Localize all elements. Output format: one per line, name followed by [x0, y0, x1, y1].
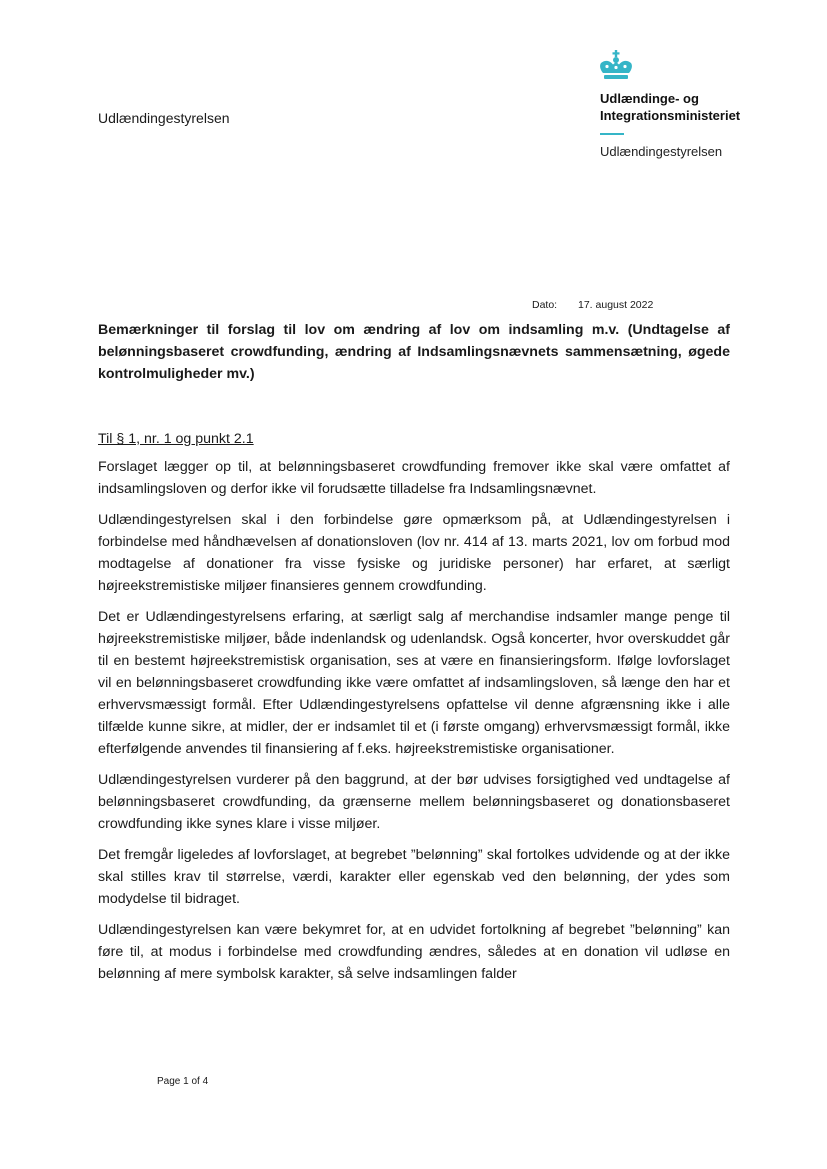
- document-body: [98, 428, 730, 994]
- sender-name: Udlændingestyrelsen: [98, 110, 230, 126]
- document-title: Bemærkninger til forslag til lov om ændring af lov om indsamling m.v. (Undtagelse af belønningsbaseret crowdfunding, ændring af Indsamlingsnævnets sammensætning, øgede kontrolmuligheder mv.): [98, 322, 730, 382]
- date-value: 17. august 2022: [578, 299, 654, 311]
- section-heading: Til § 1, nr. 1 og punkt 2.1: [98, 431, 254, 447]
- ministry-name: [600, 90, 760, 124]
- ministry-logo: [600, 50, 760, 159]
- date-label: Dato:: [532, 299, 558, 311]
- body-paragraph: Udlændingestyrelsen skal i den forbindelse gøre opmærksom på, at Udlændingestyrelsen i forbindelse med håndhævelsen af donationsloven (lov nr. 414 af 13. marts 2021, lov om forbud mod modtagelse af donationer fra visse fysiske og juridiske personer) har erfaret, at særligt højreekstremistiske miljøer finansieres gennem crowdfunding.: [98, 512, 730, 594]
- ministry-name-line1: Udlændinge- og: [600, 91, 699, 106]
- body-paragraph: Udlændingestyrelsen kan være bekymret for, at en udvidet fortolkning af begrebet ”belønning” kan føre til, at modus i forbindelse med crowdfunding ændres, således at en donation vil udløse en belønning af mere symbolsk karakter, så selve indsamlingen falder: [98, 922, 730, 982]
- page-number: Page 1 of 4: [157, 1076, 209, 1087]
- body-paragraph: Udlændingestyrelsen vurderer på den baggrund, at der bør udvises forsigtighed ved undtagelse af belønningsbaseret crowdfunding, da grænserne mellem belønningsbaseret og donationsbaseret crowdfunding ikke synes klare i visse miljøer.: [98, 772, 730, 832]
- crown-icon: [598, 50, 634, 82]
- body-paragraph: Forslaget lægger op til, at belønningsbaseret crowdfunding fremover ikke skal være omfattet af indsamlingsloven og derfor ikke vil forudsætte tilladelse fra Indsamlingsnævnet.: [98, 459, 730, 497]
- logo-divider: [600, 133, 624, 135]
- agency-name: Udlændingestyrelsen: [600, 144, 723, 159]
- body-paragraph: Det fremgår ligeledes af lovforslaget, at begrebet ”belønning” skal fortolkes udvidende og at der ikke skal stilles krav til størrelse, værdi, karakter eller egenskab ved den belønning, der ydes som modydelse til bidraget.: [98, 847, 730, 907]
- ministry-name-line2: Integrationsministeriet: [600, 108, 741, 123]
- body-paragraph: Det er Udlændingestyrelsens erfaring, at særligt salg af merchandise indsamler mange penge til højreekstremistiske miljøer, både indenlandsk og udenlandsk. Også koncerter, hvor overskuddet går til en bestemt højreekstremistisk organisation, ses at være en finansieringsform. Ifølge lovforslaget vil en belønningsbaseret crowdfunding ikke være omfattet af indsamlingsloven, så længe den har et erhvervsmæssigt formål. Efter Udlændingestyrelsens opfattelse vil denne afgrænsning ikke i alle tilfælde kunne sikre, at midler, der er indsamlet til et (i første omgang) erhvervsmæssigt formål, ikke efterfølgende anvendes til finansiering af f.eks. højreekstremistiske organisationer.: [98, 609, 730, 757]
- date-row: [532, 299, 653, 311]
